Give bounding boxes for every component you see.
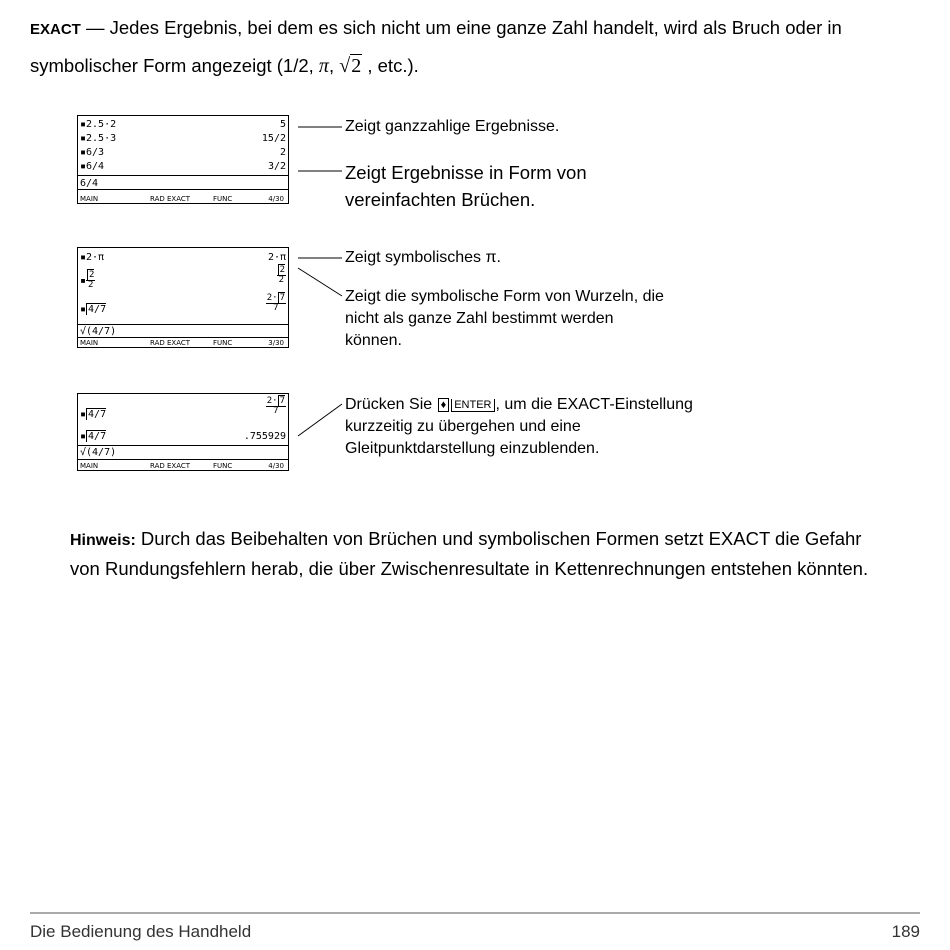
calc-row: ▪ 4/7 $\frac{2\cdot 7}{7}$: [80, 293, 285, 315]
calc-row: ▪ 4/7 .755929: [80, 431, 286, 442]
status-bar: MAIN RAD EXACT FUNC 3/30: [80, 339, 284, 347]
hinweis-label: Hinweis:: [70, 532, 136, 549]
entry-line: √(4/7): [80, 447, 117, 458]
sqrt-two-radicand: 2: [351, 55, 362, 77]
note-float-override: Drücken Sie ♦ ENTER , um die EXACT-Einstellung kurzzeitig zu übergehen und eine Gleitpunktdarstellung einzublenden.: [345, 396, 693, 457]
diamond-key-icon: ♦: [438, 398, 450, 412]
enter-key: ENTER: [451, 399, 494, 412]
entry-line: 6/4: [80, 178, 99, 189]
footer-divider: [30, 912, 920, 914]
hinweis-paragraph: [70, 525, 890, 583]
calc-row: ▪6/4 3/2: [80, 161, 286, 172]
entry-line: √(4/7): [80, 326, 117, 337]
page-number: 189: [891, 922, 920, 941]
calc-screen-float: [77, 393, 289, 471]
calc-row: ▪2.5·3 15/2: [80, 133, 286, 144]
calc-row: ▪6/3 2: [80, 147, 286, 158]
calc-row: ▪2·π 2·π: [80, 252, 286, 263]
fraction: $\frac{2}{2}$: [88, 270, 95, 290]
calc-row: ▪ $\frac{2}{2}$ $\frac{2}{2}$: [80, 265, 285, 290]
exact-term: EXACT: [30, 21, 81, 38]
status-divider: [78, 459, 288, 460]
status-divider: [78, 189, 288, 190]
intro-sep: ,: [328, 55, 340, 76]
status-bar: MAIN RAD EXACT FUNC 4/30: [80, 462, 284, 470]
fraction: $\frac{2\cdot 7}{7}$: [266, 293, 285, 313]
note-fractions: Zeigt Ergebnisse in Form von vereinfachten Brüchen.: [345, 162, 587, 210]
status-divider: [78, 337, 288, 338]
intro-text-b: , etc.).: [362, 55, 419, 76]
pi-symbol: π: [318, 55, 329, 77]
note-integers: Zeigt ganzzahlige Ergebnisse.: [345, 118, 560, 135]
entry-divider: [78, 324, 288, 325]
intro-text-a: — Jedes Ergebnis, bei dem es sich nicht um eine ganze Zahl handelt, wird als Bruch oder in symbolischer Form angezeigt (1/2,: [30, 17, 842, 76]
calc-screen-symbolic: [77, 247, 289, 348]
calc-row: ▪ 4/7 $\frac{2\cdot 7}{7}$: [80, 396, 285, 420]
entry-divider: [78, 175, 288, 176]
footer-section-title: Die Bedienung des Handheld: [30, 922, 252, 941]
note-symbolic-pi: Zeigt symbolisches π.: [345, 249, 501, 266]
status-bar: MAIN RAD EXACT FUNC 4/30: [80, 195, 284, 203]
hinweis-text: Durch das Beibehalten von Brüchen und symbolischen Formen setzt EXACT die Gefahr von Rundungsfehlern herab, die über Zwischenresultate in Kettenrechnungen entstehen könnten.: [70, 528, 869, 579]
calc-screen-integers: [77, 115, 289, 204]
entry-divider: [78, 445, 288, 446]
fraction: $\frac{2\cdot 7}{7}$: [266, 396, 285, 416]
sqrt-two: √2: [339, 55, 362, 77]
note-symbolic-roots: Zeigt die symbolische Form von Wurzeln, die nicht als ganze Zahl bestimmt werden können.: [345, 288, 664, 349]
calc-row: ▪2.5·2 5: [80, 119, 286, 130]
fraction: $\frac{2}{2}$: [278, 265, 285, 285]
